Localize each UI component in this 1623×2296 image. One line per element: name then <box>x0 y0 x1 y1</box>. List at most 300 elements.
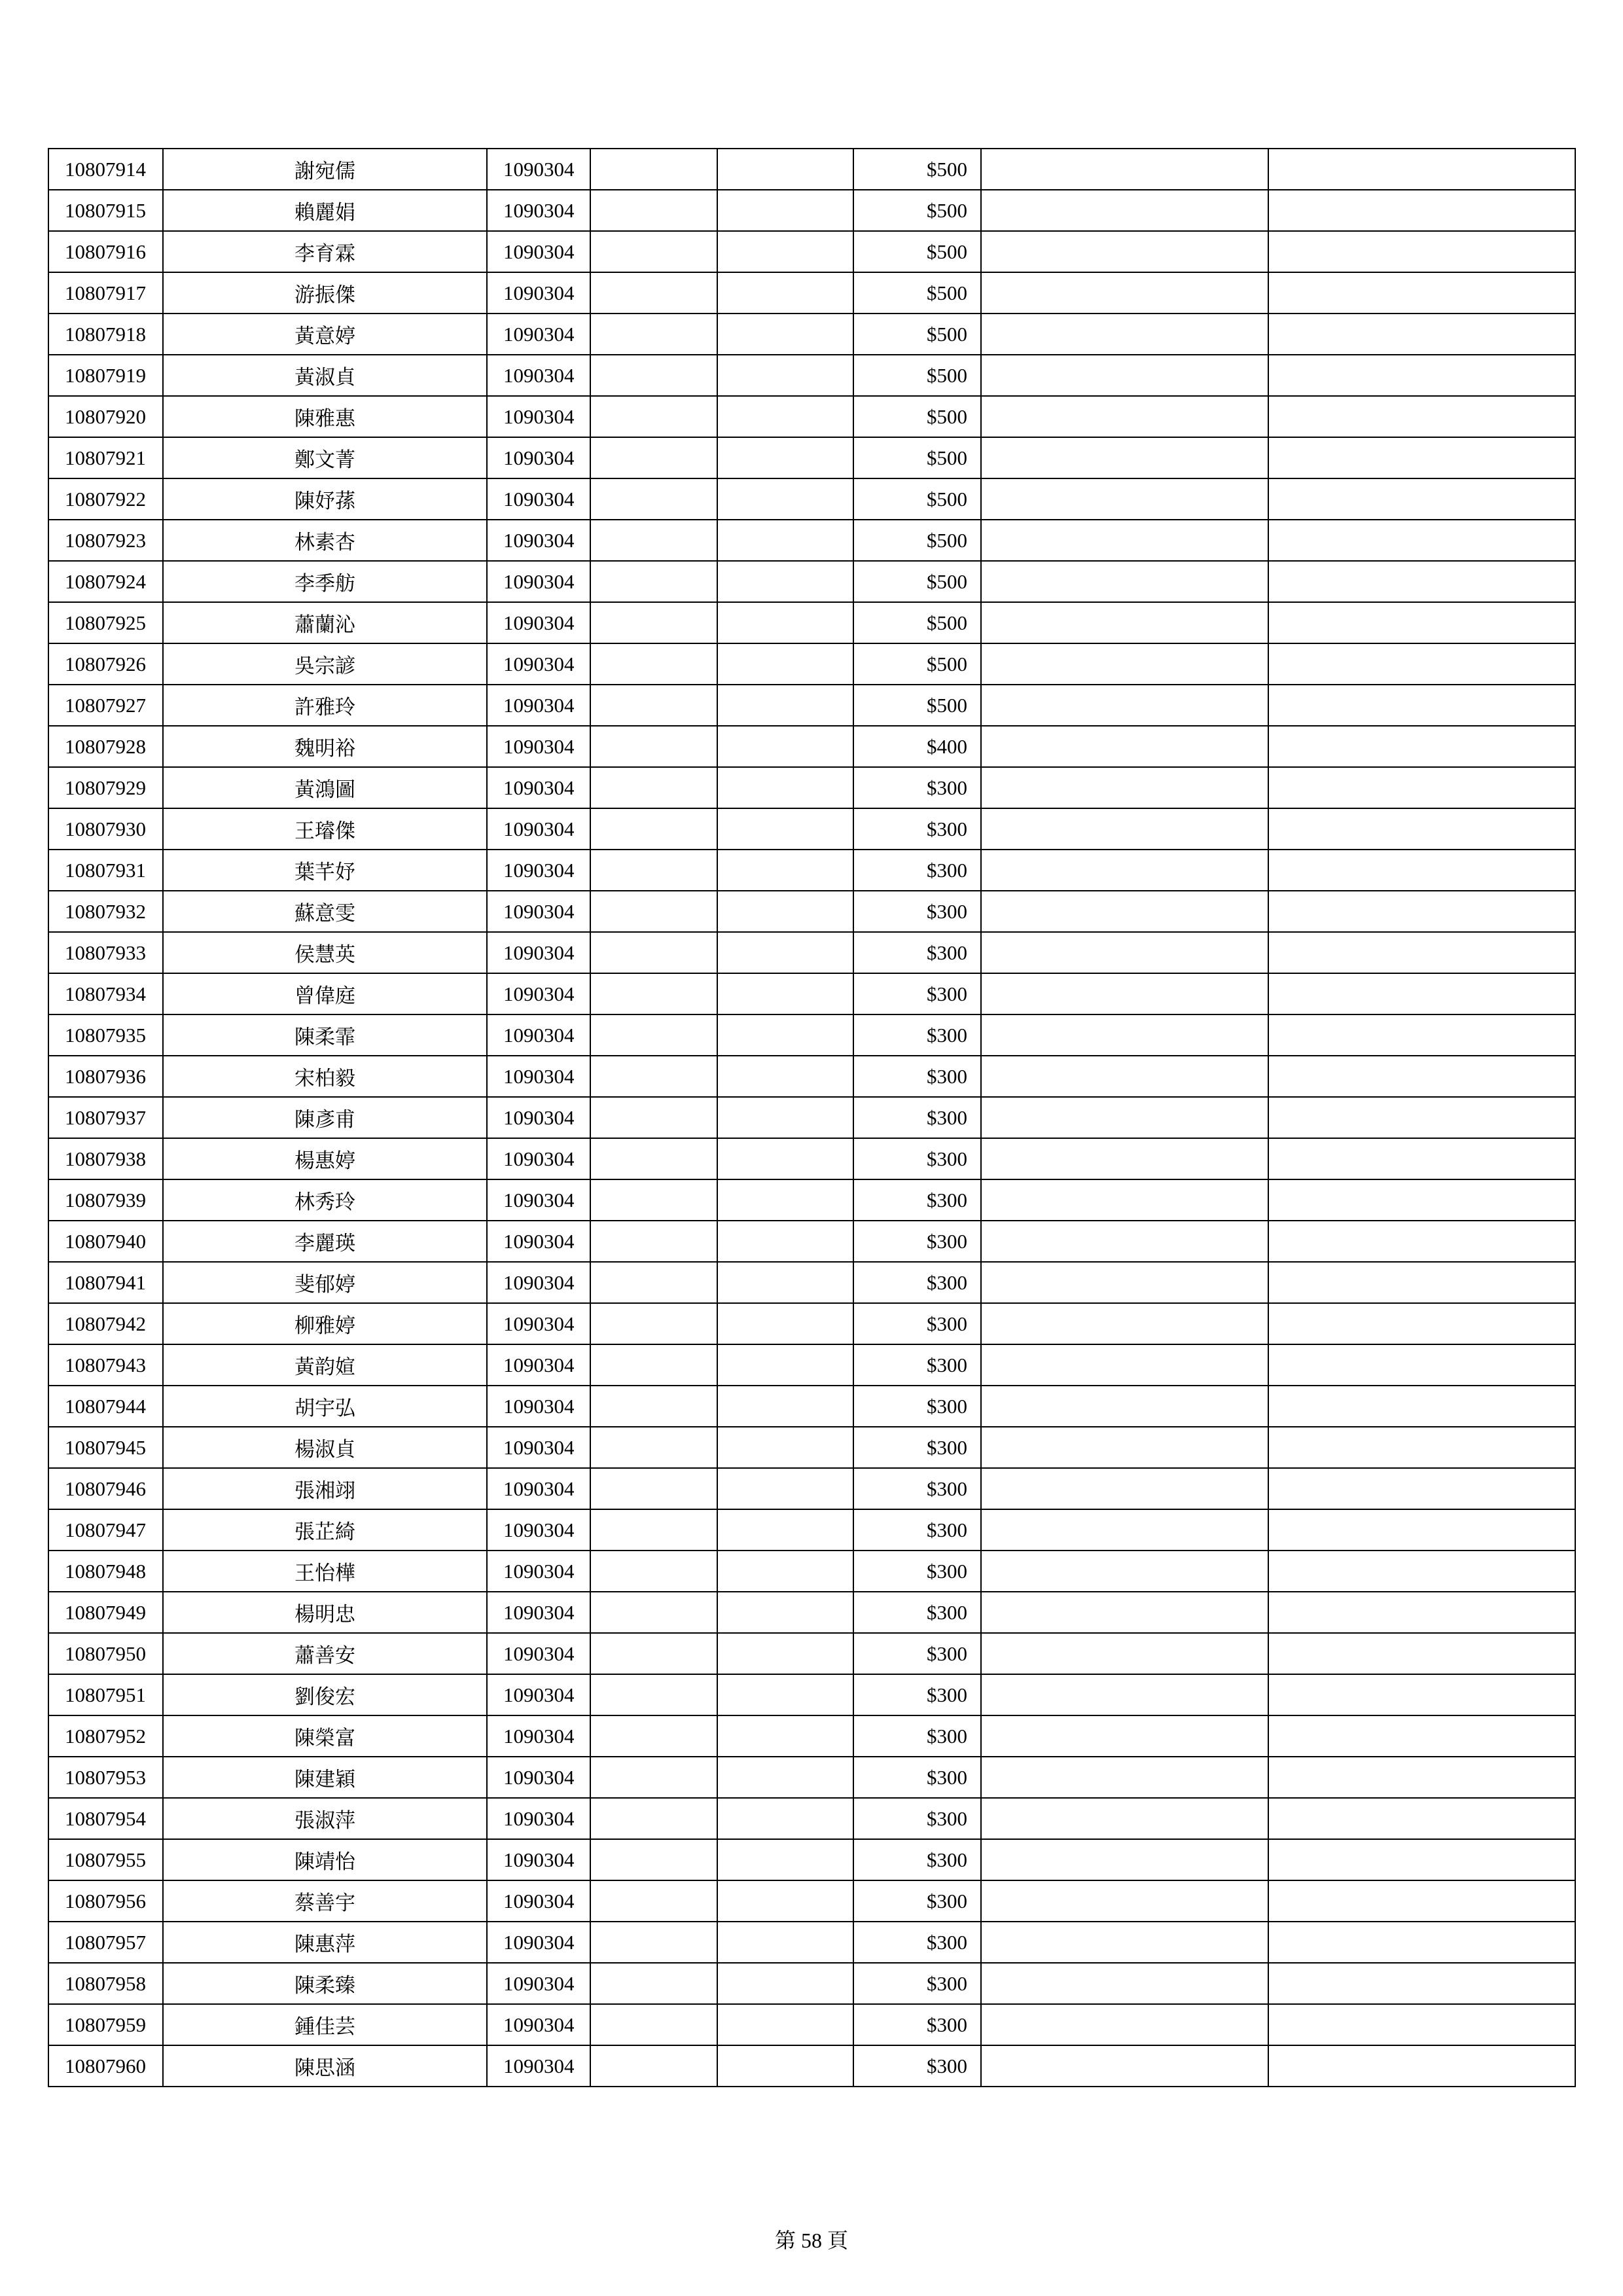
amount-cell: $300 <box>853 767 981 808</box>
empty-cell <box>1268 1427 1575 1468</box>
empty-cell <box>1268 2004 1575 2045</box>
empty-cell <box>590 1468 717 1509</box>
empty-cell <box>717 272 853 314</box>
table-row <box>48 1839 1575 1880</box>
table-row <box>48 561 1575 602</box>
date-cell: 1090304 <box>487 272 590 314</box>
empty-cell <box>981 602 1268 643</box>
table-row <box>48 231 1575 272</box>
name-cell: 張湘翊 <box>163 1468 487 1509</box>
id-cell: 10807957 <box>48 1922 163 1963</box>
donation-table <box>48 148 1576 2087</box>
empty-cell <box>590 1344 717 1386</box>
empty-cell <box>717 1386 853 1427</box>
empty-cell <box>981 1757 1268 1798</box>
date-cell: 1090304 <box>487 1880 590 1922</box>
table-row <box>48 685 1575 726</box>
empty-cell <box>590 149 717 190</box>
table-row <box>48 1963 1575 2004</box>
empty-cell <box>590 1509 717 1551</box>
empty-cell <box>717 1262 853 1303</box>
empty-cell <box>1268 1798 1575 1839</box>
empty-cell <box>590 767 717 808</box>
empty-cell <box>590 1138 717 1179</box>
empty-cell <box>981 973 1268 1014</box>
id-cell: 10807917 <box>48 272 163 314</box>
id-cell: 10807929 <box>48 767 163 808</box>
date-cell: 1090304 <box>487 808 590 850</box>
empty-cell <box>717 314 853 355</box>
table-row <box>48 1633 1575 1674</box>
id-cell: 10807931 <box>48 850 163 891</box>
empty-cell <box>981 767 1268 808</box>
date-cell: 1090304 <box>487 2004 590 2045</box>
empty-cell <box>717 1839 853 1880</box>
amount-cell: $300 <box>853 850 981 891</box>
id-cell: 10807953 <box>48 1757 163 1798</box>
empty-cell <box>1268 437 1575 478</box>
amount-cell: $300 <box>853 2045 981 2087</box>
empty-cell <box>590 1839 717 1880</box>
empty-cell <box>590 1056 717 1097</box>
empty-cell <box>981 1468 1268 1509</box>
table-row <box>48 478 1575 520</box>
empty-cell <box>981 1963 1268 2004</box>
id-cell: 10807926 <box>48 643 163 685</box>
empty-cell <box>981 520 1268 561</box>
id-cell: 10807920 <box>48 396 163 437</box>
amount-cell: $300 <box>853 973 981 1014</box>
name-cell: 劉俊宏 <box>163 1674 487 1715</box>
id-cell: 10807950 <box>48 1633 163 1674</box>
empty-cell <box>1268 808 1575 850</box>
empty-cell <box>590 891 717 932</box>
empty-cell <box>717 643 853 685</box>
empty-cell <box>981 1592 1268 1633</box>
name-cell: 吳宗諺 <box>163 643 487 685</box>
amount-cell: $300 <box>853 1633 981 1674</box>
amount-cell: $500 <box>853 561 981 602</box>
date-cell: 1090304 <box>487 1386 590 1427</box>
name-cell: 陳彥甫 <box>163 1097 487 1138</box>
id-cell: 10807949 <box>48 1592 163 1633</box>
table-row <box>48 1922 1575 1963</box>
date-cell: 1090304 <box>487 1963 590 2004</box>
empty-cell <box>981 1551 1268 1592</box>
empty-cell <box>981 190 1268 231</box>
id-cell: 10807928 <box>48 726 163 767</box>
table-row <box>48 602 1575 643</box>
empty-cell <box>717 520 853 561</box>
name-cell: 許雅玲 <box>163 685 487 726</box>
table-row <box>48 932 1575 973</box>
empty-cell <box>1268 1592 1575 1633</box>
empty-cell <box>590 1551 717 1592</box>
name-cell: 魏明裕 <box>163 726 487 767</box>
empty-cell <box>981 891 1268 932</box>
empty-cell <box>590 396 717 437</box>
table-row <box>48 2004 1575 2045</box>
empty-cell <box>590 973 717 1014</box>
date-cell: 1090304 <box>487 1468 590 1509</box>
name-cell: 黃鴻圖 <box>163 767 487 808</box>
name-cell: 楊惠婷 <box>163 1138 487 1179</box>
empty-cell <box>981 314 1268 355</box>
id-cell: 10807919 <box>48 355 163 396</box>
amount-cell: $300 <box>853 1138 981 1179</box>
amount-cell: $500 <box>853 314 981 355</box>
empty-cell <box>590 1179 717 1221</box>
empty-cell <box>1268 231 1575 272</box>
empty-cell <box>981 685 1268 726</box>
date-cell: 1090304 <box>487 1551 590 1592</box>
date-cell: 1090304 <box>487 478 590 520</box>
empty-cell <box>717 149 853 190</box>
empty-cell <box>590 231 717 272</box>
amount-cell: $500 <box>853 685 981 726</box>
empty-cell <box>981 231 1268 272</box>
empty-cell <box>981 1509 1268 1551</box>
date-cell: 1090304 <box>487 1303 590 1344</box>
empty-cell <box>717 1014 853 1056</box>
empty-cell <box>981 808 1268 850</box>
date-cell: 1090304 <box>487 561 590 602</box>
empty-cell <box>981 1427 1268 1468</box>
empty-cell <box>590 643 717 685</box>
empty-cell <box>981 1344 1268 1386</box>
empty-cell <box>717 1798 853 1839</box>
date-cell: 1090304 <box>487 190 590 231</box>
empty-cell <box>981 726 1268 767</box>
id-cell: 10807942 <box>48 1303 163 1344</box>
date-cell: 1090304 <box>487 1138 590 1179</box>
date-cell: 1090304 <box>487 149 590 190</box>
date-cell: 1090304 <box>487 602 590 643</box>
empty-cell <box>981 1880 1268 1922</box>
empty-cell <box>981 396 1268 437</box>
empty-cell <box>717 602 853 643</box>
empty-cell <box>981 932 1268 973</box>
empty-cell <box>717 808 853 850</box>
amount-cell: $300 <box>853 1056 981 1097</box>
empty-cell <box>590 2004 717 2045</box>
amount-cell: $300 <box>853 1839 981 1880</box>
empty-cell <box>1268 1963 1575 2004</box>
amount-cell: $500 <box>853 478 981 520</box>
date-cell: 1090304 <box>487 726 590 767</box>
id-cell: 10807927 <box>48 685 163 726</box>
date-cell: 1090304 <box>487 1757 590 1798</box>
amount-cell: $300 <box>853 1509 981 1551</box>
amount-cell: $300 <box>853 1427 981 1468</box>
table-row <box>48 1592 1575 1633</box>
name-cell: 李季舫 <box>163 561 487 602</box>
name-cell: 林素杏 <box>163 520 487 561</box>
date-cell: 1090304 <box>487 767 590 808</box>
date-cell: 1090304 <box>487 1014 590 1056</box>
amount-cell: $300 <box>853 1963 981 2004</box>
name-cell: 蘇意雯 <box>163 891 487 932</box>
id-cell: 10807958 <box>48 1963 163 2004</box>
empty-cell <box>717 1880 853 1922</box>
amount-cell: $300 <box>853 1468 981 1509</box>
date-cell: 1090304 <box>487 973 590 1014</box>
amount-cell: $300 <box>853 1592 981 1633</box>
empty-cell <box>717 1551 853 1592</box>
empty-cell <box>1268 355 1575 396</box>
empty-cell <box>1268 149 1575 190</box>
table-row <box>48 643 1575 685</box>
table-row <box>48 1715 1575 1757</box>
page-number: 第 58 頁 <box>774 2229 848 2252</box>
id-cell: 10807932 <box>48 891 163 932</box>
table-row <box>48 437 1575 478</box>
name-cell: 鄭文菁 <box>163 437 487 478</box>
id-cell: 10807938 <box>48 1138 163 1179</box>
empty-cell <box>1268 190 1575 231</box>
empty-cell <box>1268 1097 1575 1138</box>
amount-cell: $300 <box>853 1097 981 1138</box>
empty-cell <box>1268 685 1575 726</box>
empty-cell <box>981 2045 1268 2087</box>
empty-cell <box>717 2004 853 2045</box>
id-cell: 10807923 <box>48 520 163 561</box>
id-cell: 10807945 <box>48 1427 163 1468</box>
table-row <box>48 520 1575 561</box>
id-cell: 10807955 <box>48 1839 163 1880</box>
name-cell: 謝宛儒 <box>163 149 487 190</box>
amount-cell: $300 <box>853 1798 981 1839</box>
table-row <box>48 190 1575 231</box>
empty-cell <box>590 1303 717 1344</box>
id-cell: 10807960 <box>48 2045 163 2087</box>
empty-cell <box>590 190 717 231</box>
id-cell: 10807930 <box>48 808 163 850</box>
empty-cell <box>1268 2045 1575 2087</box>
name-cell: 楊明忠 <box>163 1592 487 1633</box>
table-row <box>48 1344 1575 1386</box>
id-cell: 10807943 <box>48 1344 163 1386</box>
date-cell: 1090304 <box>487 1633 590 1674</box>
table-row <box>48 149 1575 190</box>
name-cell: 陳柔霏 <box>163 1014 487 1056</box>
date-cell: 1090304 <box>487 1262 590 1303</box>
amount-cell: $400 <box>853 726 981 767</box>
date-cell: 1090304 <box>487 1839 590 1880</box>
empty-cell <box>981 2004 1268 2045</box>
empty-cell <box>1268 726 1575 767</box>
amount-cell: $300 <box>853 1386 981 1427</box>
table-row <box>48 2045 1575 2087</box>
table-row <box>48 396 1575 437</box>
table-row <box>48 1386 1575 1427</box>
empty-cell <box>1268 1179 1575 1221</box>
empty-cell <box>717 396 853 437</box>
empty-cell <box>717 1056 853 1097</box>
name-cell: 葉芊妤 <box>163 850 487 891</box>
empty-cell <box>717 767 853 808</box>
date-cell: 1090304 <box>487 396 590 437</box>
amount-cell: $300 <box>853 1262 981 1303</box>
empty-cell <box>1268 1221 1575 1262</box>
empty-cell <box>981 478 1268 520</box>
empty-cell <box>981 1633 1268 1674</box>
empty-cell <box>981 1715 1268 1757</box>
date-cell: 1090304 <box>487 1344 590 1386</box>
empty-cell <box>1268 1757 1575 1798</box>
empty-cell <box>1268 396 1575 437</box>
amount-cell: $300 <box>853 1179 981 1221</box>
amount-cell: $500 <box>853 272 981 314</box>
name-cell: 陳思涵 <box>163 2045 487 2087</box>
date-cell: 1090304 <box>487 850 590 891</box>
name-cell: 宋柏毅 <box>163 1056 487 1097</box>
empty-cell <box>590 272 717 314</box>
id-cell: 10807921 <box>48 437 163 478</box>
name-cell: 陳柔臻 <box>163 1963 487 2004</box>
amount-cell: $300 <box>853 1880 981 1922</box>
empty-cell <box>717 1097 853 1138</box>
empty-cell <box>590 1427 717 1468</box>
name-cell: 胡宇弘 <box>163 1386 487 1427</box>
amount-cell: $300 <box>853 1757 981 1798</box>
date-cell: 1090304 <box>487 1427 590 1468</box>
amount-cell: $500 <box>853 602 981 643</box>
empty-cell <box>981 1922 1268 1963</box>
empty-cell <box>981 355 1268 396</box>
amount-cell: $500 <box>853 190 981 231</box>
name-cell: 賴麗娟 <box>163 190 487 231</box>
name-cell: 蕭蘭沁 <box>163 602 487 643</box>
date-cell: 1090304 <box>487 891 590 932</box>
empty-cell <box>1268 1839 1575 1880</box>
empty-cell <box>717 1757 853 1798</box>
date-cell: 1090304 <box>487 1674 590 1715</box>
name-cell: 曾偉庭 <box>163 973 487 1014</box>
amount-cell: $500 <box>853 149 981 190</box>
name-cell: 李麗瑛 <box>163 1221 487 1262</box>
empty-cell <box>981 149 1268 190</box>
empty-cell <box>590 1592 717 1633</box>
empty-cell <box>981 1839 1268 1880</box>
empty-cell <box>717 478 853 520</box>
table-row <box>48 355 1575 396</box>
date-cell: 1090304 <box>487 314 590 355</box>
empty-cell <box>1268 1303 1575 1344</box>
name-cell: 張芷綺 <box>163 1509 487 1551</box>
empty-cell <box>717 1427 853 1468</box>
table-row <box>48 973 1575 1014</box>
table-row <box>48 1551 1575 1592</box>
empty-cell <box>590 808 717 850</box>
empty-cell <box>1268 973 1575 1014</box>
date-cell: 1090304 <box>487 2045 590 2087</box>
name-cell: 陳榮富 <box>163 1715 487 1757</box>
empty-cell <box>717 1221 853 1262</box>
empty-cell <box>717 685 853 726</box>
empty-cell <box>981 1674 1268 1715</box>
empty-cell <box>590 355 717 396</box>
empty-cell <box>717 190 853 231</box>
empty-cell <box>590 1097 717 1138</box>
name-cell: 蕭善安 <box>163 1633 487 1674</box>
id-cell: 10807952 <box>48 1715 163 1757</box>
name-cell: 陳建穎 <box>163 1757 487 1798</box>
empty-cell <box>1268 643 1575 685</box>
empty-cell <box>981 1179 1268 1221</box>
date-cell: 1090304 <box>487 1056 590 1097</box>
name-cell: 陳妤蓀 <box>163 478 487 520</box>
id-cell: 10807934 <box>48 973 163 1014</box>
empty-cell <box>1268 1674 1575 1715</box>
name-cell: 侯慧英 <box>163 932 487 973</box>
date-cell: 1090304 <box>487 685 590 726</box>
table-row <box>48 1221 1575 1262</box>
empty-cell <box>590 1386 717 1427</box>
name-cell: 張淑萍 <box>163 1798 487 1839</box>
id-cell: 10807940 <box>48 1221 163 1262</box>
id-cell: 10807947 <box>48 1509 163 1551</box>
empty-cell <box>1268 1344 1575 1386</box>
empty-cell <box>590 437 717 478</box>
empty-cell <box>717 437 853 478</box>
empty-cell <box>981 272 1268 314</box>
empty-cell <box>981 1056 1268 1097</box>
id-cell: 10807954 <box>48 1798 163 1839</box>
empty-cell <box>590 1674 717 1715</box>
empty-cell <box>717 1138 853 1179</box>
empty-cell <box>590 1715 717 1757</box>
amount-cell: $300 <box>853 1344 981 1386</box>
amount-cell: $300 <box>853 932 981 973</box>
date-cell: 1090304 <box>487 1097 590 1138</box>
name-cell: 楊淑貞 <box>163 1427 487 1468</box>
empty-cell <box>717 726 853 767</box>
table-row <box>48 1509 1575 1551</box>
id-cell: 10807918 <box>48 314 163 355</box>
empty-cell <box>717 1963 853 2004</box>
empty-cell <box>1268 932 1575 973</box>
amount-cell: $500 <box>853 437 981 478</box>
empty-cell <box>590 1221 717 1262</box>
empty-cell <box>981 1386 1268 1427</box>
table-row <box>48 1880 1575 1922</box>
table-row <box>48 767 1575 808</box>
table-row <box>48 726 1575 767</box>
table-row <box>48 1138 1575 1179</box>
empty-cell <box>981 1097 1268 1138</box>
name-cell: 林秀玲 <box>163 1179 487 1221</box>
empty-cell <box>1268 850 1575 891</box>
empty-cell <box>590 932 717 973</box>
amount-cell: $300 <box>853 1551 981 1592</box>
empty-cell <box>590 1014 717 1056</box>
date-cell: 1090304 <box>487 1922 590 1963</box>
empty-cell <box>590 1963 717 2004</box>
id-cell: 10807925 <box>48 602 163 643</box>
table-row <box>48 1427 1575 1468</box>
amount-cell: $300 <box>853 1303 981 1344</box>
empty-cell <box>590 1798 717 1839</box>
empty-cell <box>1268 1715 1575 1757</box>
empty-cell <box>1268 1922 1575 1963</box>
empty-cell <box>1268 1014 1575 1056</box>
amount-cell: $300 <box>853 891 981 932</box>
name-cell: 陳靖怡 <box>163 1839 487 1880</box>
empty-cell <box>1268 1633 1575 1674</box>
table-row <box>48 891 1575 932</box>
id-cell: 10807936 <box>48 1056 163 1097</box>
